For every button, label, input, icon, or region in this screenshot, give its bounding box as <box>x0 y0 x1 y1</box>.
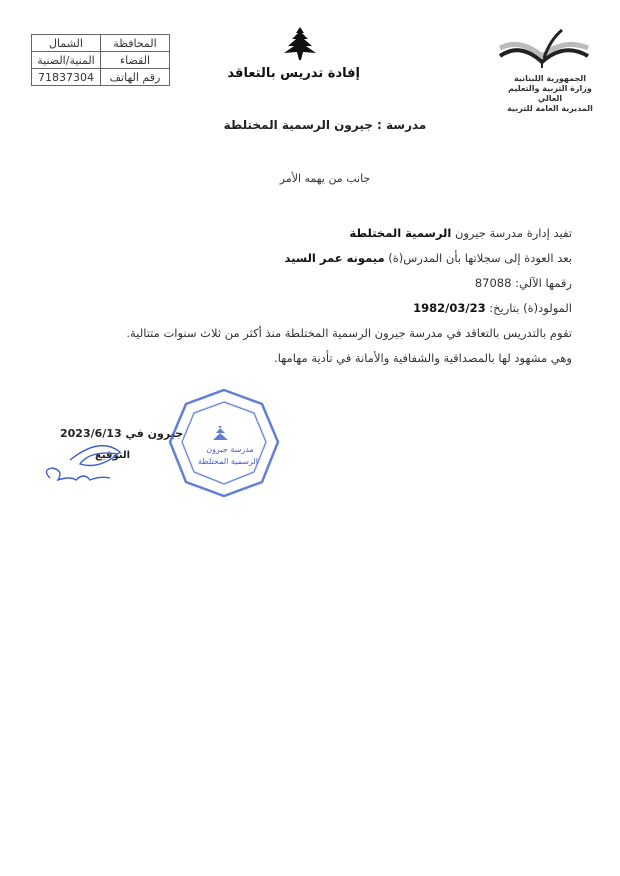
line-text: بعد العودة إلى سجلاتها بأن المدرس(ة) <box>388 251 572 265</box>
to-whom-line: جانب من يهمه الأمر <box>279 172 371 185</box>
table-value: 71837304 <box>32 69 101 86</box>
stamp-text: الرسمية المختلطة <box>197 457 259 466</box>
table-row <box>32 52 170 69</box>
teacher-name-bold: ميمونه عمر السيد <box>284 251 385 265</box>
body-line-5: تقوم بالتدريس بالتعاقد في مدرسة جيرون الرسمية المختلطة منذ أكثر من ثلاث سنوات متتالية. <box>126 326 572 340</box>
school-line: مدرسة : جيرون الرسمية المختلطة <box>223 118 427 132</box>
table-value: المنية/الضنية <box>32 52 101 69</box>
place-date: جيرون في 2023/6/13 <box>60 427 184 440</box>
document-title: إفادة تدريس بالتعاقد <box>227 66 360 81</box>
table-row <box>32 35 170 52</box>
table-label: القضاء <box>101 52 170 69</box>
stamp-text: مدرسة جيرون <box>206 445 254 454</box>
open-book-logo-icon <box>498 28 590 72</box>
ministry-header <box>495 74 605 114</box>
table-row <box>32 69 170 86</box>
ministry-line: وزارة التربية والتعليم العالي <box>508 84 592 103</box>
teacher-id: 87088 <box>474 276 512 290</box>
birth-date-bold: 1982/03/23 <box>413 301 486 315</box>
cedar-emblem-icon <box>283 26 317 62</box>
body-line-4 <box>413 301 572 315</box>
line-text: تفيد إدارة مدرسة جيرون <box>454 226 572 240</box>
line-text: رقمها الآلي: <box>515 276 572 290</box>
ministry-line: المديرية العامة للتربية <box>507 104 593 113</box>
table-label: المحافظة <box>101 35 170 52</box>
body-line-2 <box>285 251 572 265</box>
line-text: المولود(ة) بتاريخ: <box>489 301 572 315</box>
signature-label: التوقيع <box>95 450 130 461</box>
body-line-1 <box>349 226 572 240</box>
signature-scribble-icon <box>40 440 130 490</box>
school-name-bold: الرسمية المختلطة <box>349 226 452 240</box>
school-stamp <box>168 388 280 498</box>
table-label: رقم الهاتف <box>101 69 170 86</box>
body-line-3 <box>475 276 572 290</box>
ministry-line: الجمهورية اللبنانية <box>513 74 587 83</box>
body-line-6: وهي مشهود لها بالمصداقية والشفافية والأمانة في تأدية مهامها. <box>274 351 572 365</box>
table-value: الشمال <box>32 35 101 52</box>
info-table <box>31 34 170 86</box>
